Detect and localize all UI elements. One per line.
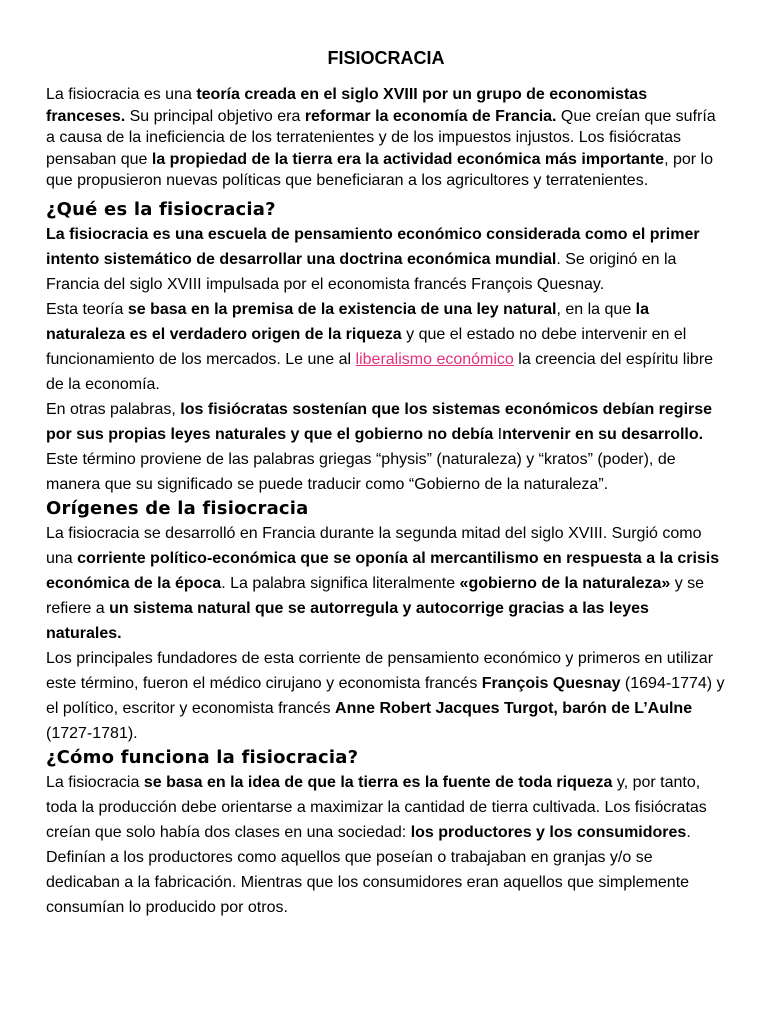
bold-text: corriente político-económica que se oponía al mercantilismo en respuesta a la crisis económica de la época	[46, 549, 720, 592]
document-page	[46, 46, 726, 920]
intro-bold: teoría creada en el siglo XVIII por un grupo de economistas franceses.	[46, 86, 648, 125]
bold-text: ntervenir en su desarrollo.	[502, 425, 704, 443]
intro-bold: la propiedad de la tierra era la actividad económica más importante	[151, 150, 665, 168]
section-heading-que-es: ¿Qué es la fisiocracia?	[46, 198, 276, 220]
bold-text: un sistema natural que se autorregula y autocorrige gracias a las leyes naturales.	[46, 599, 649, 642]
intro-text: Su principal objetivo era	[125, 107, 305, 125]
section-heading-como-funciona: ¿Cómo funciona la fisiocracia?	[46, 746, 359, 768]
body-text: Esta teoría	[46, 300, 128, 318]
page-title: FISIOCRACIA	[327, 48, 445, 68]
section1-paragraph-1	[46, 222, 726, 297]
bold-text: se basa en la idea de que la tierra es la fuente de toda riqueza	[143, 773, 613, 791]
body-text: y que el estado no debe intervenir en el funcionamiento de los mercados. Le une al	[46, 325, 687, 368]
intro-text: , por lo que propusieron nuevas políticas que beneficiaran a los agricultores y terratenientes.	[46, 150, 713, 189]
section2-paragraph-1	[46, 521, 726, 646]
body-text: y, por tanto, toda la producción debe orientarse a maximizar la cantidad de tierra cultivada. Los fisiócratas creían que solo había dos clases en una sociedad:	[46, 773, 707, 841]
body-text: (1694-1774) y el político, escritor y economista francés	[46, 674, 725, 717]
section2-paragraph-2	[46, 646, 726, 746]
bold-text: los fisiócratas sostenían que los sistemas económicos debían regirse por sus propias leyes naturales y que el gobierno no debía	[46, 400, 713, 443]
intro-text: La fisiocracia es una	[46, 86, 197, 103]
section1-paragraph-3	[46, 397, 726, 497]
intro-paragraph	[46, 84, 726, 192]
section1-paragraph-2	[46, 297, 726, 397]
intro-bold: reformar la economía de Francia.	[304, 107, 557, 125]
bold-text: la naturaleza es el verdadero origen de la riqueza	[46, 300, 649, 343]
intro-text: Que creían que sufría a causa de la ineficiencia de los terratenientes y de los impuestos injustos. Los fisiócratas pensaban que	[46, 107, 716, 168]
body-text: En otras palabras,	[46, 400, 181, 418]
body-text: , en la que	[556, 300, 636, 318]
bold-text: «gobierno de la naturaleza»	[459, 574, 671, 592]
body-text: La fisiocracia	[46, 773, 144, 791]
body-text: y se refiere a	[46, 574, 705, 617]
body-text: I	[497, 425, 503, 443]
section-heading-origenes: Orígenes de la fisiocracia	[46, 497, 309, 519]
body-text: Los principales fundadores de esta corriente de pensamiento económico y primeros en utilizar este término, fueron el médico cirujano y economista francés	[46, 649, 714, 692]
bold-text: Anne Robert Jacques Turgot, barón de L’Aulne	[335, 699, 693, 717]
section3-paragraph-1	[46, 770, 726, 920]
body-text: . La palabra significa literalmente	[221, 574, 460, 592]
body-text: La fisiocracia se desarrolló en Francia durante la segunda mitad del siglo XVIII. Surgió como una	[46, 524, 702, 567]
bold-text: los productores y los consumidores	[410, 823, 687, 841]
bold-text: La fisiocracia es una escuela de pensamiento económico considerada como el primer intento sistemático de desarrollar una doctrina económica mundial	[46, 225, 700, 268]
body-text: . Se originó en la Francia del siglo XVIII impulsada por el economista francés François Quesnay.	[46, 250, 677, 293]
bold-text: se basa en la premisa de la existencia de una ley natural	[127, 300, 557, 318]
body-text: . Definían a los productores como aquellos que poseían o trabajaban en granjas y/o se dedicaban a la fabricación. Mientras que los consumidores eran aquellos que simplemente consumían lo producido por otros.	[46, 823, 691, 916]
bold-text: François Quesnay	[481, 674, 621, 692]
body-text: Este término proviene de las palabras griegas “physis” (naturaleza) y “kratos” (poder), de manera que su significado se puede traducir como “Gobierno de la naturaleza”.	[46, 450, 676, 493]
liberalismo-economico-link[interactable]: liberalismo económico	[355, 350, 514, 368]
body-text: la creencia del espíritu libre de la economía.	[46, 350, 714, 393]
body-text: (1727-1781).	[46, 724, 138, 742]
